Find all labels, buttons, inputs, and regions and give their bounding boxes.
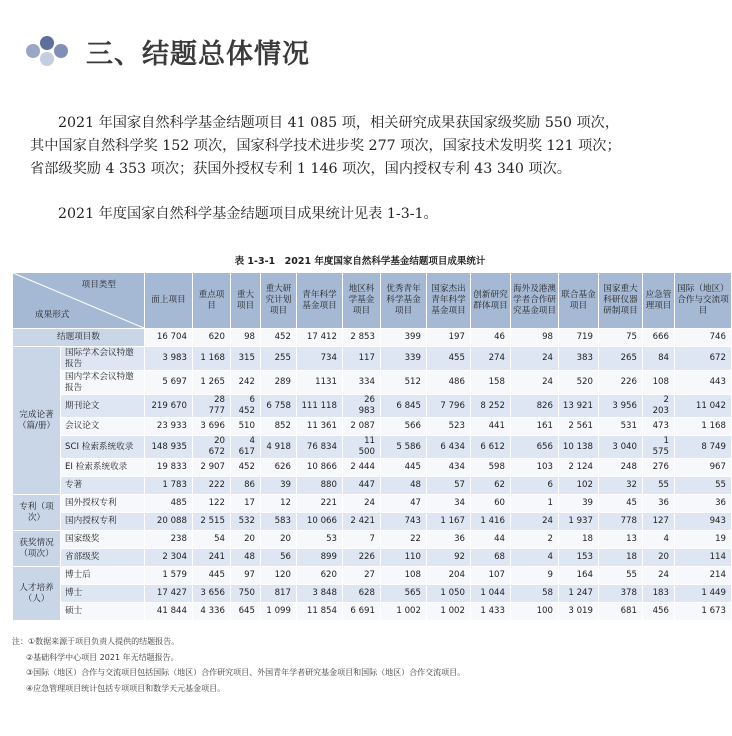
hexagon-icon [54,44,68,58]
row-label: EI 检索系统收录 [61,459,145,477]
table-cell: 197 [427,329,471,347]
table-cell: 26 983 [343,395,381,418]
table-cell: 3 656 [193,585,231,603]
table-cell: 2 124 [559,459,599,477]
table-cell: 13 921 [559,395,599,418]
table-cell: 3 040 [599,436,643,459]
table-cell: 36 [427,531,471,549]
table-cell: 226 [599,371,643,395]
table-cell: 8 252 [471,395,511,418]
note-line: ③国际（地区）合作与交流项目包括国际（地区）合作研究项目、外国青年学者研究基金项目和国际（地区）合作交流项目。 [26,668,466,677]
table-body [13,329,732,621]
table-cell: 11 361 [297,418,343,436]
table-cell: 107 [471,567,511,585]
table-cell: 6 434 [427,436,471,459]
table-cell: 53 [297,531,343,549]
table-row [13,418,732,436]
paragraph-line: 2021 年度国家自然科学基金结题项目成果统计见表 1-3-1。 [58,206,438,222]
row-label: 结题项目数 [13,329,145,347]
table-cell: 826 [511,395,559,418]
table-cell: 719 [559,329,599,347]
table-cell: 456 [643,603,675,621]
table-cell: 265 [599,347,643,371]
category-label: 完成论著（篇/册） [13,347,61,495]
column-header: 联合基金项目 [559,273,599,329]
table-cell: 6 691 [343,603,381,621]
table-cell: 39 [559,495,599,513]
table-cell: 1 247 [559,585,599,603]
table-cell: 289 [261,371,297,395]
table-cell: 75 [599,329,643,347]
table-cell: 114 [675,549,732,567]
table-cell: 778 [599,513,643,531]
table-cell: 255 [261,347,297,371]
table-cell: 158 [471,371,511,395]
table-cell: 1 099 [261,603,297,621]
table-cell: 9 [511,567,559,585]
table-cell: 110 [381,549,427,567]
table-cell: 98 [511,329,559,347]
table-cell: 17 412 [297,329,343,347]
row-label: 国际学术会议特邀报告 [61,347,145,371]
table-cell: 445 [193,567,231,585]
table-cell: 214 [675,567,732,585]
column-header: 地区科学基金项目 [343,273,381,329]
table-cell: 84 [643,347,675,371]
row-label: 国内学术会议特邀报告 [61,371,145,395]
table-caption: 表 1-3-1 2021 年度国家自然科学基金结题项目成果统计 [234,256,486,267]
table-cell: 1 783 [145,477,193,495]
column-header: 重大项目 [231,273,261,329]
table-cell: 656 [511,436,559,459]
table-cell: 56 [261,549,297,567]
table-cell: 76 834 [297,436,343,459]
table-cell: 117 [343,347,381,371]
table-cell: 55 [643,477,675,495]
table-cell: 5 586 [381,436,427,459]
column-header: 国际（地区）合作与交流项目 [675,273,732,329]
column-header: 重点项目 [193,273,231,329]
column-header: 重大研究计划项目 [261,273,297,329]
table-cell: 532 [231,513,261,531]
table-cell: 455 [427,347,471,371]
table-cell: 2 515 [193,513,231,531]
table-cell: 55 [599,567,643,585]
note-line: 注：①数据来源于项目负责人提供的结题报告。 [12,637,180,646]
table-cell: 92 [427,549,471,567]
table-row [13,329,732,347]
table-cell: 16 704 [145,329,193,347]
table-row [13,347,732,371]
table-cell: 24 [343,495,381,513]
row-label: 硕士 [61,603,145,621]
row-label: 国内授权专利 [61,513,145,531]
table-cell: 4 [643,531,675,549]
table-cell: 44 [471,531,511,549]
table-cell: 1131 [297,371,343,395]
table-cell: 399 [381,329,427,347]
table-cell: 628 [343,585,381,603]
table-cell: 7 [343,531,381,549]
table-cell: 2 087 [343,418,381,436]
table-cell: 441 [471,418,511,436]
table-cell: 27 [343,567,381,585]
table-row [13,549,732,567]
table-row [13,436,732,459]
table-cell: 3 019 [559,603,599,621]
header-diagonal-cell [13,273,145,329]
column-header: 国家重大科研仪器研制项目 [599,273,643,329]
table-cell: 1 044 [471,585,511,603]
table-cell: 10 866 [297,459,343,477]
table-cell: 36 [675,495,732,513]
table-cell: 39 [261,477,297,495]
table-cell: 86 [231,477,261,495]
category-label: 获奖情况（项次） [13,531,61,567]
table-cell: 248 [599,459,643,477]
table-cell: 583 [261,513,297,531]
table-cell: 10 066 [297,513,343,531]
table-cell: 1 168 [675,418,732,436]
table-cell: 817 [261,585,297,603]
table-cell: 6 612 [471,436,511,459]
table-cell: 734 [297,347,343,371]
table-cell: 24 [511,347,559,371]
table-cell: 6 [511,477,559,495]
table-row [13,585,732,603]
table-cell: 2 [511,531,559,549]
table-cell: 445 [381,459,427,477]
table-cell: 68 [471,549,511,567]
table-cell: 1 416 [471,513,511,531]
table-cell: 334 [343,371,381,395]
table-cell: 645 [231,603,261,621]
table-cell: 54 [193,531,231,549]
table-cell: 2 907 [193,459,231,477]
table-cell: 242 [231,371,261,395]
table-cell: 1 673 [675,603,732,621]
header-project-type-label: 项目类型 [81,280,116,290]
note-line: ②基础科学中心项目 2021 年无结题报告。 [26,652,179,662]
table-cell: 4 617 [231,436,261,459]
table-cell: 1 937 [559,513,599,531]
table-cell: 20 672 [193,436,231,459]
table-cell: 164 [559,567,599,585]
table-cell: 943 [675,513,732,531]
table-row [13,495,732,513]
table-cell: 222 [193,477,231,495]
table-cell: 98 [231,329,261,347]
table-cell: 204 [427,567,471,585]
table-row [13,603,732,621]
row-label: 会议论文 [61,418,145,436]
table-cell: 111 118 [297,395,343,418]
table-cell: 452 [231,459,261,477]
table-cell: 1 579 [145,567,193,585]
table-cell: 11 500 [343,436,381,459]
section-header [22,26,702,76]
table-row [13,531,732,549]
reference-paragraph [30,203,700,226]
table-cell: 97 [231,567,261,585]
table-cell: 339 [381,347,427,371]
row-label: 国外授权专利 [61,495,145,513]
table-cell: 108 [381,567,427,585]
table-cell: 672 [675,347,732,371]
table-cell: 1 433 [471,603,511,621]
table-cell: 47 [381,495,427,513]
table-cell: 452 [261,329,297,347]
paragraph-line: 省部级奖励 4 353 项次；获国外授权专利 1 146 项次，国内授权专利 43 340 项次。 [30,161,571,177]
table-cell: 13 [599,531,643,549]
hexagon-icon [40,52,54,66]
table-row [13,459,732,477]
table-cell: 20 088 [145,513,193,531]
table-cell: 447 [343,477,381,495]
column-header: 青年科学基金项目 [297,273,343,329]
table-cell: 34 [427,495,471,513]
table-cell: 120 [261,567,297,585]
row-label: 国家级奖 [61,531,145,549]
table-cell: 23 933 [145,418,193,436]
row-label: 专著 [61,477,145,495]
table-cell: 19 833 [145,459,193,477]
table-cell: 100 [511,603,559,621]
table-cell: 383 [559,347,599,371]
table-cell: 24 [511,513,559,531]
table-cell: 122 [193,495,231,513]
hexagon-icon [26,44,40,58]
table-cell: 746 [675,329,732,347]
section-title: 三、结题总体情况 [86,39,310,70]
table-cell: 18 [599,549,643,567]
table-cell: 48 [231,549,261,567]
table-cell: 750 [231,585,261,603]
table-cell: 148 935 [145,436,193,459]
table-cell: 12 [261,495,297,513]
table-cell: 4 336 [193,603,231,621]
table-cell: 852 [261,418,297,436]
column-header: 创新研究群体项目 [471,273,511,329]
table-cell: 2 203 [643,395,675,418]
table-row [13,513,732,531]
table-cell: 58 [511,585,559,603]
table-cell: 2 421 [343,513,381,531]
table-cell: 18 [559,531,599,549]
table-cell: 60 [471,495,511,513]
table-cell: 378 [599,585,643,603]
table-cell: 20 [643,549,675,567]
table-cell: 666 [643,329,675,347]
table-cell: 238 [145,531,193,549]
summary-paragraph [30,112,700,181]
table-row [13,477,732,495]
table-cell: 4 [511,549,559,567]
diagonal-line [13,273,144,328]
table-cell: 3 983 [145,347,193,371]
table-cell: 17 [231,495,261,513]
table-cell: 62 [471,477,511,495]
table-cell: 127 [643,513,675,531]
table-cell: 28 777 [193,395,231,418]
table-cell: 4 918 [261,436,297,459]
table-cell: 565 [381,585,427,603]
table-cell: 32 [599,477,643,495]
table-cell: 598 [471,459,511,477]
table-cell: 1 [511,495,559,513]
column-header: 海外及港澳学者合作研究基金项目 [511,273,559,329]
table-cell: 161 [511,418,559,436]
row-label: 省部级奖 [61,549,145,567]
table-cell: 620 [193,329,231,347]
table-cell: 20 [261,531,297,549]
table-cell: 5 697 [145,371,193,395]
row-label: SCI 检索系统收录 [61,436,145,459]
table-cell: 2 444 [343,459,381,477]
table-cell: 2 853 [343,329,381,347]
column-header: 面上项目 [145,273,193,329]
category-label: 人才培养（人） [13,567,61,621]
table-cell: 531 [599,418,643,436]
table-cell: 626 [261,459,297,477]
table-cell: 6 452 [231,395,261,418]
table-cell: 1 002 [427,603,471,621]
header-result-form-label: 成果形式 [35,310,70,320]
table-cell: 24 [643,567,675,585]
table-cell: 523 [427,418,471,436]
table-cell: 10 138 [559,436,599,459]
table-cell: 434 [427,459,471,477]
table-cell: 520 [559,371,599,395]
table-cell: 241 [193,549,231,567]
table-cell: 103 [511,459,559,477]
column-header: 国家杰出青年科学基金项目 [427,273,471,329]
table-cell: 226 [343,549,381,567]
column-header: 优秀青年科学基金项目 [381,273,427,329]
table-cell: 510 [231,418,261,436]
paragraph-line: 2021 年国家自然科学基金结题项目 41 085 项，相关研究成果获国家级奖励 550 项次， [58,115,620,131]
row-label: 博士后 [61,567,145,585]
table-cell: 6 845 [381,395,427,418]
table-cell: 274 [471,347,511,371]
table-cell: 2 304 [145,549,193,567]
table-cell: 1 449 [675,585,732,603]
table-cell: 681 [599,603,643,621]
table-cell: 41 844 [145,603,193,621]
table-cell: 55 [675,477,732,495]
table-cell: 486 [427,371,471,395]
table-cell: 45 [599,495,643,513]
table-row [13,395,732,418]
table-cell: 967 [675,459,732,477]
table-cell: 36 [643,495,675,513]
table-cell: 620 [297,567,343,585]
table-cell: 3 696 [193,418,231,436]
table-cell: 11 042 [675,395,732,418]
table-cell: 315 [231,347,261,371]
table-cell: 743 [381,513,427,531]
table-notes [12,634,465,696]
results-table [12,272,732,621]
table-cell: 1 265 [193,371,231,395]
table-cell: 3 848 [297,585,343,603]
table-cell: 219 670 [145,395,193,418]
note-line: ④应急管理项目统计包括专项项目和数学天元基金项目。 [26,683,226,693]
table-cell: 1 575 [643,436,675,459]
table-cell: 2 561 [559,418,599,436]
table-cell: 6 758 [261,395,297,418]
table-cell: 3 956 [599,395,643,418]
table-cell: 8 749 [675,436,732,459]
table-cell: 11 854 [297,603,343,621]
table-cell: 22 [381,531,427,549]
category-label: 专利（项次） [13,495,61,531]
table-cell: 153 [559,549,599,567]
row-label: 博士 [61,585,145,603]
row-label: 期刊论文 [61,395,145,418]
table-row [13,371,732,395]
table-cell: 473 [643,418,675,436]
table-cell: 102 [559,477,599,495]
table-cell: 512 [381,371,427,395]
table-cell: 57 [427,477,471,495]
table-row [13,567,732,585]
table-cell: 7 796 [427,395,471,418]
table-cell: 1 002 [381,603,427,621]
table-cell: 46 [471,329,511,347]
column-header: 应急管理项目 [643,273,675,329]
table-cell: 17 427 [145,585,193,603]
table-cell: 880 [297,477,343,495]
table-cell: 19 [675,531,732,549]
table-cell: 443 [675,371,732,395]
table-cell: 20 [231,531,261,549]
table-cell: 1 050 [427,585,471,603]
table-cell: 899 [297,549,343,567]
table-cell: 1 168 [193,347,231,371]
paragraph-line: 其中国家自然科学奖 152 项次，国家科学技术进步奖 277 项次，国家技术发明奖 121 项次； [30,138,621,154]
hexagon-icon [40,36,54,50]
table-cell: 48 [381,477,427,495]
table-cell: 485 [145,495,193,513]
table-cell: 108 [643,371,675,395]
table-cell: 221 [297,495,343,513]
table-cell: 183 [643,585,675,603]
table-cell: 24 [511,371,559,395]
table-cell: 1 167 [427,513,471,531]
table-cell: 276 [643,459,675,477]
table-cell: 566 [381,418,427,436]
